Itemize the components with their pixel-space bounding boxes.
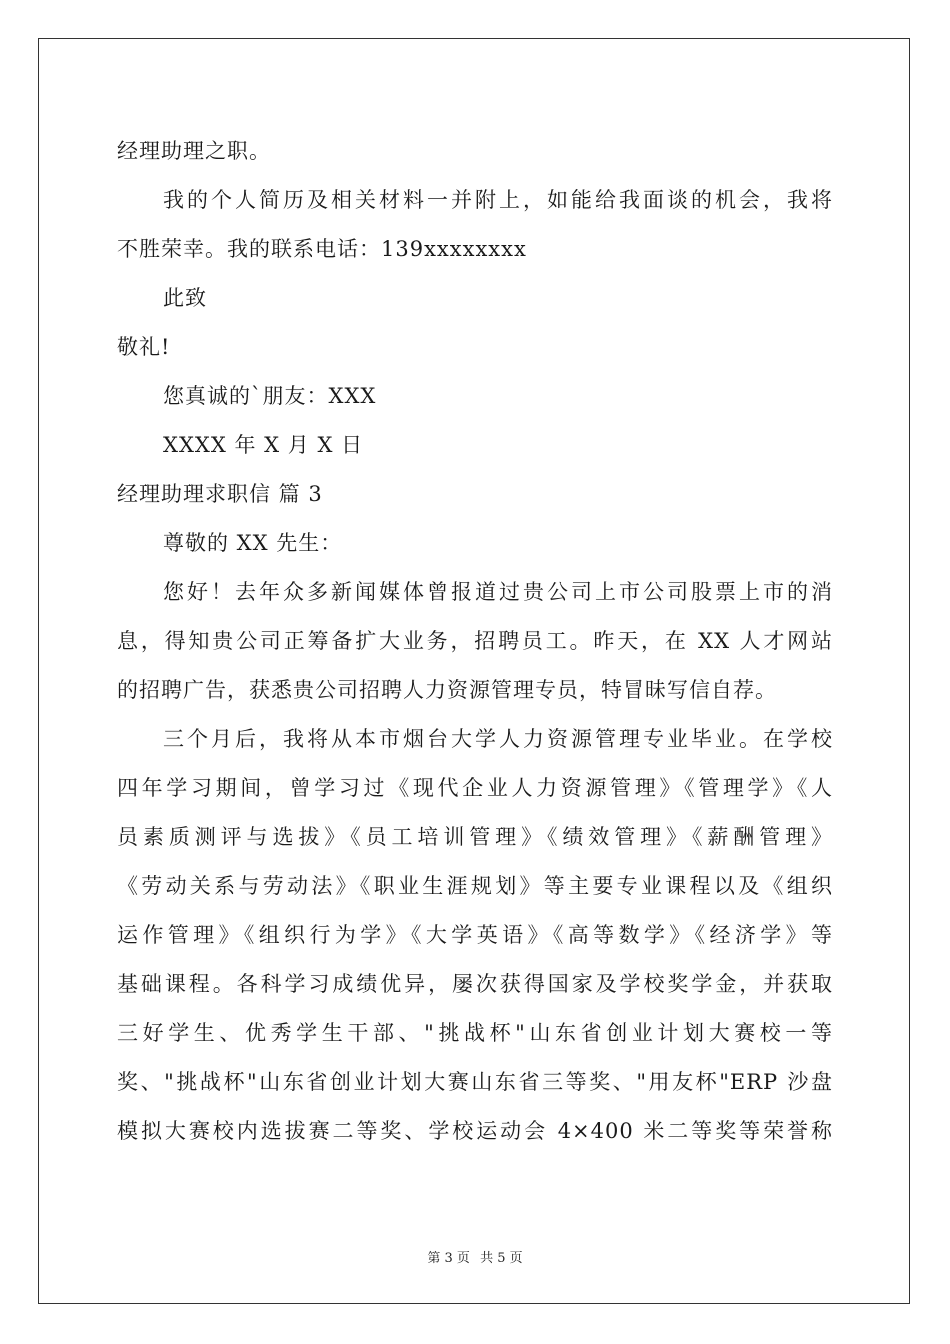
text-line: 《劳动关系与劳动法》《职业生涯规划》等主要专业课程以及《组织 [117,874,833,898]
text-line: 您好！去年众多新闻媒体曾报道过贵公司上市公司股票上市的消 [163,580,833,604]
text-line: 基础课程。各科学习成绩优异，屡次获得国家及学校奖学金，并获取 [117,972,833,996]
text-line: 三好学生、优秀学生干部、"挑战杯"山东省创业计划大赛校一等 [117,1021,833,1045]
page-number: 第 3 页 [427,1251,470,1266]
section-title: 经理助理求职信 篇 3 [117,482,323,506]
text-line: 四年学习期间，曾学习过《现代企业人力资源管理》《管理学》《人 [117,776,833,800]
text-line: 员素质测评与选拔》《员工培训管理》《绩效管理》《薪酬管理》 [117,825,833,849]
text-line: 不胜荣幸。我的联系电话：139xxxxxxxx [117,237,527,261]
signature: 您真诚的`朋友：XXX [163,384,377,408]
text-line: 模拟大赛校内选拔赛二等奖、学校运动会 4×400 米二等奖等荣誉称 [117,1119,833,1143]
date-line: XXXX 年 X 月 X 日 [163,433,364,457]
page-footer [0,1247,950,1266]
text-line: 息，得知贵公司正筹备扩大业务，招聘员工。昨天，在 XX 人才网站 [117,629,833,653]
salutation-closing: 此致 [163,286,207,310]
text-line: 我的个人简历及相关材料一并附上，如能给我面谈的机会，我将 [163,188,833,212]
document-body [117,127,833,1156]
text-line: 三个月后，我将从本市烟台大学人力资源管理专业毕业。在学校 [163,727,833,751]
greeting: 尊敬的 XX 先生： [163,531,343,555]
text-line: 的招聘广告，获悉贵公司招聘人力资源管理专员，特冒昧写信自荐。 [117,678,777,702]
text-line: 运作管理》《组织行为学》《大学英语》《高等数学》《经济学》等 [117,923,833,947]
page-total: 共 5 页 [480,1251,523,1266]
text-line: 经理助理之职。 [117,139,271,163]
salutation-respect: 敬礼! [117,335,171,359]
text-line: 奖、"挑战杯"山东省创业计划大赛山东省三等奖、"用友杯"ERP 沙盘 [117,1070,833,1094]
